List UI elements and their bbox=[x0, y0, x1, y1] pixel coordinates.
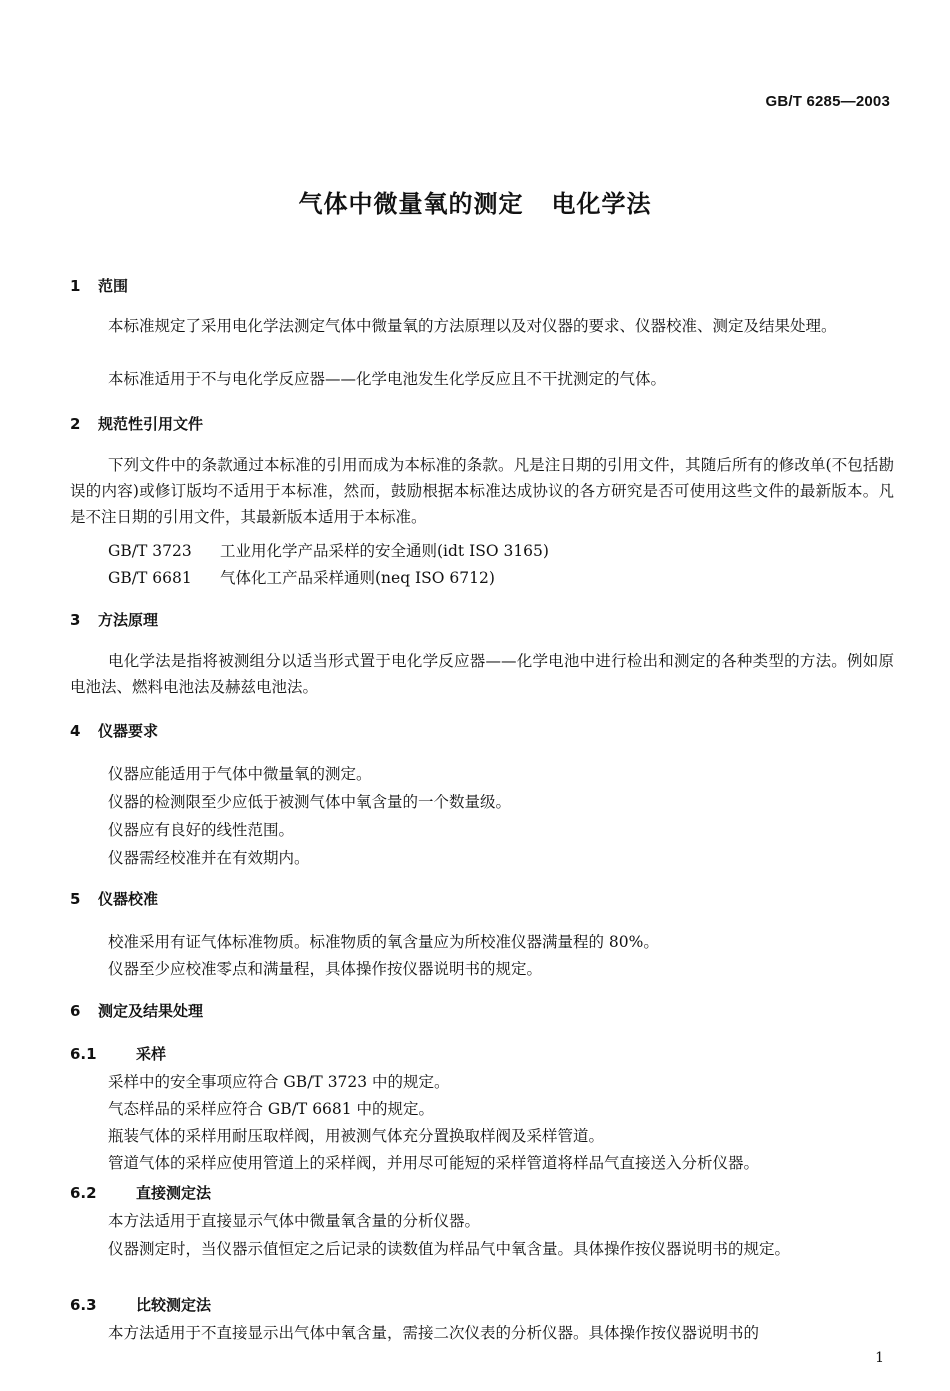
paragraph: 瓶装气体的采样用耐压取样阀，用被测气体充分置换取样阀及采样管道。 bbox=[108, 1127, 605, 1145]
section-5-heading bbox=[70, 888, 158, 909]
paragraph: 本标准适用于不与电化学反应器——化学电池发生化学反应且不干扰测定的气体。 bbox=[108, 370, 667, 388]
paragraph: 仪器应能适用于气体中微量氧的测定。 bbox=[108, 765, 372, 783]
subsection-title: 比较测定法 bbox=[136, 1296, 212, 1314]
section-title: 规范性引用文件 bbox=[98, 415, 204, 433]
section-title: 方法原理 bbox=[98, 611, 159, 629]
paragraph: 下列文件中的条款通过本标准的引用而成为本标准的条款。凡是注日期的引用文件，其随后所有的修改单(不包括勘误的内容)或修订版均不适用于本标准，然而，鼓励根据本标准达成协议的各方研究是否可使用这些文件的最新版本。凡是不注日期的引用文件，其最新版本适用于本标准。 bbox=[70, 456, 894, 526]
section-number: 6 bbox=[70, 1002, 81, 1020]
reference-title: 工业用化学产品采样的安全通则(idt ISO 3165) bbox=[220, 542, 549, 560]
reference-code: GB/T 3723 bbox=[108, 542, 192, 560]
reference-code: GB/T 6681 bbox=[108, 569, 192, 587]
section-6-heading bbox=[70, 1000, 203, 1021]
section-number: 5 bbox=[70, 890, 81, 908]
subsection-title: 直接测定法 bbox=[136, 1184, 212, 1202]
section-1-heading bbox=[70, 275, 128, 296]
reference-item bbox=[108, 539, 549, 561]
paragraph: 电化学法是指将被测组分以适当形式置于电化学反应器——化学电池中进行检出和测定的各种类型的方法。例如原电池法、燃料电池法及赫兹电池法。 bbox=[70, 652, 894, 696]
paragraph: 仪器应有良好的线性范围。 bbox=[108, 821, 295, 839]
section-title: 测定及结果处理 bbox=[98, 1002, 204, 1020]
section-title: 范围 bbox=[98, 277, 129, 295]
paragraph: 本方法适用于直接显示气体中微量氧含量的分析仪器。 bbox=[108, 1212, 481, 1230]
paragraph: 仪器需经校准并在有效期内。 bbox=[108, 849, 310, 867]
reference-title: 气体化工产品采样通则(neq ISO 6712) bbox=[220, 569, 495, 587]
paragraph: 本标准规定了采用电化学法测定气体中微量氧的方法原理以及对仪器的要求、仪器校准、测定及结果处理。 bbox=[108, 317, 837, 335]
section-number: 1 bbox=[70, 277, 81, 295]
section-title: 仪器校准 bbox=[98, 890, 159, 908]
subsection-number: 6.2 bbox=[70, 1184, 97, 1202]
subsection-number: 6.3 bbox=[70, 1296, 97, 1314]
subsection-6-2-heading bbox=[70, 1182, 211, 1203]
paragraph: 校准采用有证气体标准物质。标准物质的氧含量应为所校准仪器满量程的 80%。 bbox=[108, 933, 659, 951]
section-number: 3 bbox=[70, 611, 81, 629]
section-3-heading bbox=[70, 609, 158, 630]
reference-item bbox=[108, 566, 495, 588]
section-title: 仪器要求 bbox=[98, 722, 159, 740]
subsection-number: 6.1 bbox=[70, 1045, 97, 1063]
paragraph: 本方法适用于不直接显示出气体中氧含量，需接二次仪表的分析仪器。具体操作按仪器说明书的 bbox=[108, 1324, 760, 1342]
section-number: 2 bbox=[70, 415, 81, 433]
paragraph: 管道气体的采样应使用管道上的采样阀，并用尽可能短的采样管道将样品气直接送入分析仪器。 bbox=[108, 1154, 760, 1172]
subsection-6-3-heading bbox=[70, 1294, 211, 1315]
subsection-title: 采样 bbox=[136, 1045, 167, 1063]
section-number: 4 bbox=[70, 722, 81, 740]
paragraph: 气态样品的采样应符合 GB/T 6681 中的规定。 bbox=[108, 1100, 435, 1118]
page-number: 1 bbox=[875, 1350, 884, 1366]
section-4-heading bbox=[70, 720, 158, 741]
paragraph: 仪器至少应校准零点和满量程，具体操作按仪器说明书的规定。 bbox=[108, 960, 543, 978]
subsection-6-1-heading bbox=[70, 1043, 166, 1064]
document-title: 气体中微量氧的测定 电化学法 bbox=[298, 190, 652, 218]
paragraph: 采样中的安全事项应符合 GB/T 3723 中的规定。 bbox=[108, 1073, 450, 1091]
section-2-heading bbox=[70, 413, 203, 434]
paragraph: 仪器测定时，当仪器示值恒定之后记录的读数值为样品气中氧含量。具体操作按仪器说明书的规定。 bbox=[108, 1240, 791, 1258]
paragraph: 仪器的检测限至少应低于被测气体中氧含量的一个数量级。 bbox=[108, 793, 512, 811]
standard-code: GB/T 6285—2003 bbox=[765, 93, 890, 110]
